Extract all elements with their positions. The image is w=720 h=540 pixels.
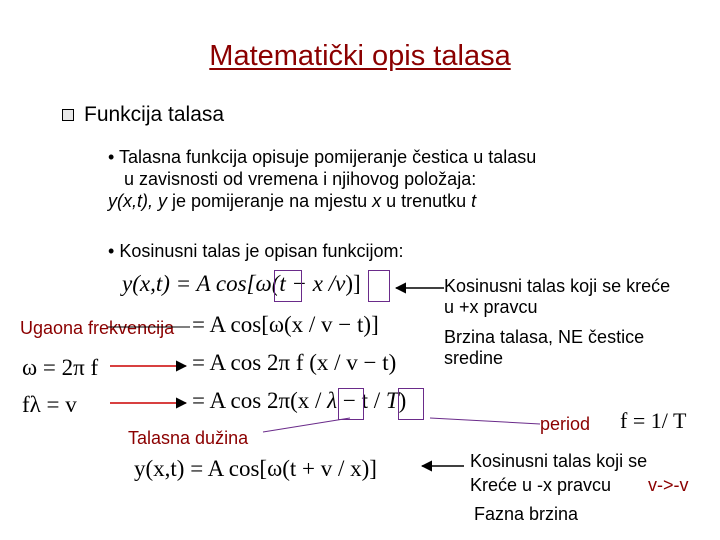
equation-2: = A cos[ω(x / v − t)]: [192, 312, 379, 337]
intro-text-3d: u trenutku: [381, 191, 472, 211]
eq1-end: )]: [345, 271, 361, 296]
note-positive-line-1: Kosinusni talas koji se kreće: [444, 276, 671, 296]
label-wavelength: Talasna dužina: [128, 428, 249, 448]
eq1-omega: ω: [255, 271, 272, 296]
intro-text-2: u zavisnosti od vremena i njihovog položaja:: [124, 169, 477, 189]
connector-line-wavelength: [263, 418, 350, 432]
eq1-v: v: [335, 271, 346, 296]
section-heading: Funkcija talasa: [84, 103, 225, 126]
flambda-relation: fλ = v: [22, 392, 77, 417]
intro-var-t: t: [471, 191, 477, 211]
eq4-part-c: ): [398, 388, 407, 413]
label-angular-frequency: Ugaona frekvencija: [20, 318, 175, 338]
note-negative-line-2: Kreće u -x pravcu: [470, 475, 612, 495]
note-positive-line-4: sredine: [444, 348, 504, 368]
connector-line-period: [430, 418, 540, 424]
intro-var-x: x: [372, 191, 382, 211]
note-negative-line-1: Kosinusni talas koji se: [470, 451, 648, 471]
bullet-dot: •: [108, 241, 115, 261]
eq4-part-b: − t /: [337, 388, 386, 413]
eq4-T: T: [385, 388, 399, 413]
page-title: Matematički opis talasa: [209, 40, 511, 72]
intro-text-1: Talasna funkcija opisuje pomijeranje čestica u talasu: [119, 147, 537, 167]
eq1-lhs: y(x,t) = A cos[: [122, 271, 256, 296]
omega-relation: ω = 2π f: [22, 355, 99, 380]
equation-3: = A cos 2π f (x / v − t): [192, 350, 397, 375]
label-phase-velocity: Fazna brzina: [474, 504, 579, 524]
cosine-heading-text: Kosinusni talas je opisan funkcijom:: [119, 241, 404, 261]
eq1-mid: (t − x /: [271, 271, 336, 296]
note-negative-line-3: v->-v: [648, 475, 689, 495]
eq4-part-a: = A cos 2π(x /: [192, 388, 328, 413]
eq4-lambda: λ: [327, 388, 338, 413]
intro-text-3b: je pomijeranje na mjestu: [167, 191, 373, 211]
note-positive-line-3: Brzina talasa, NE čestice: [444, 327, 645, 347]
label-period: period: [540, 414, 591, 434]
period-relation: f = 1/ T: [620, 408, 687, 433]
equation-5: y(x,t) = A cos[ω(t + v / x)]: [134, 456, 377, 481]
bullet-dot: •: [108, 147, 115, 167]
intro-var-yxt: y(x,t), y: [108, 191, 167, 211]
note-positive-line-2: u +x pravcu: [444, 297, 538, 317]
